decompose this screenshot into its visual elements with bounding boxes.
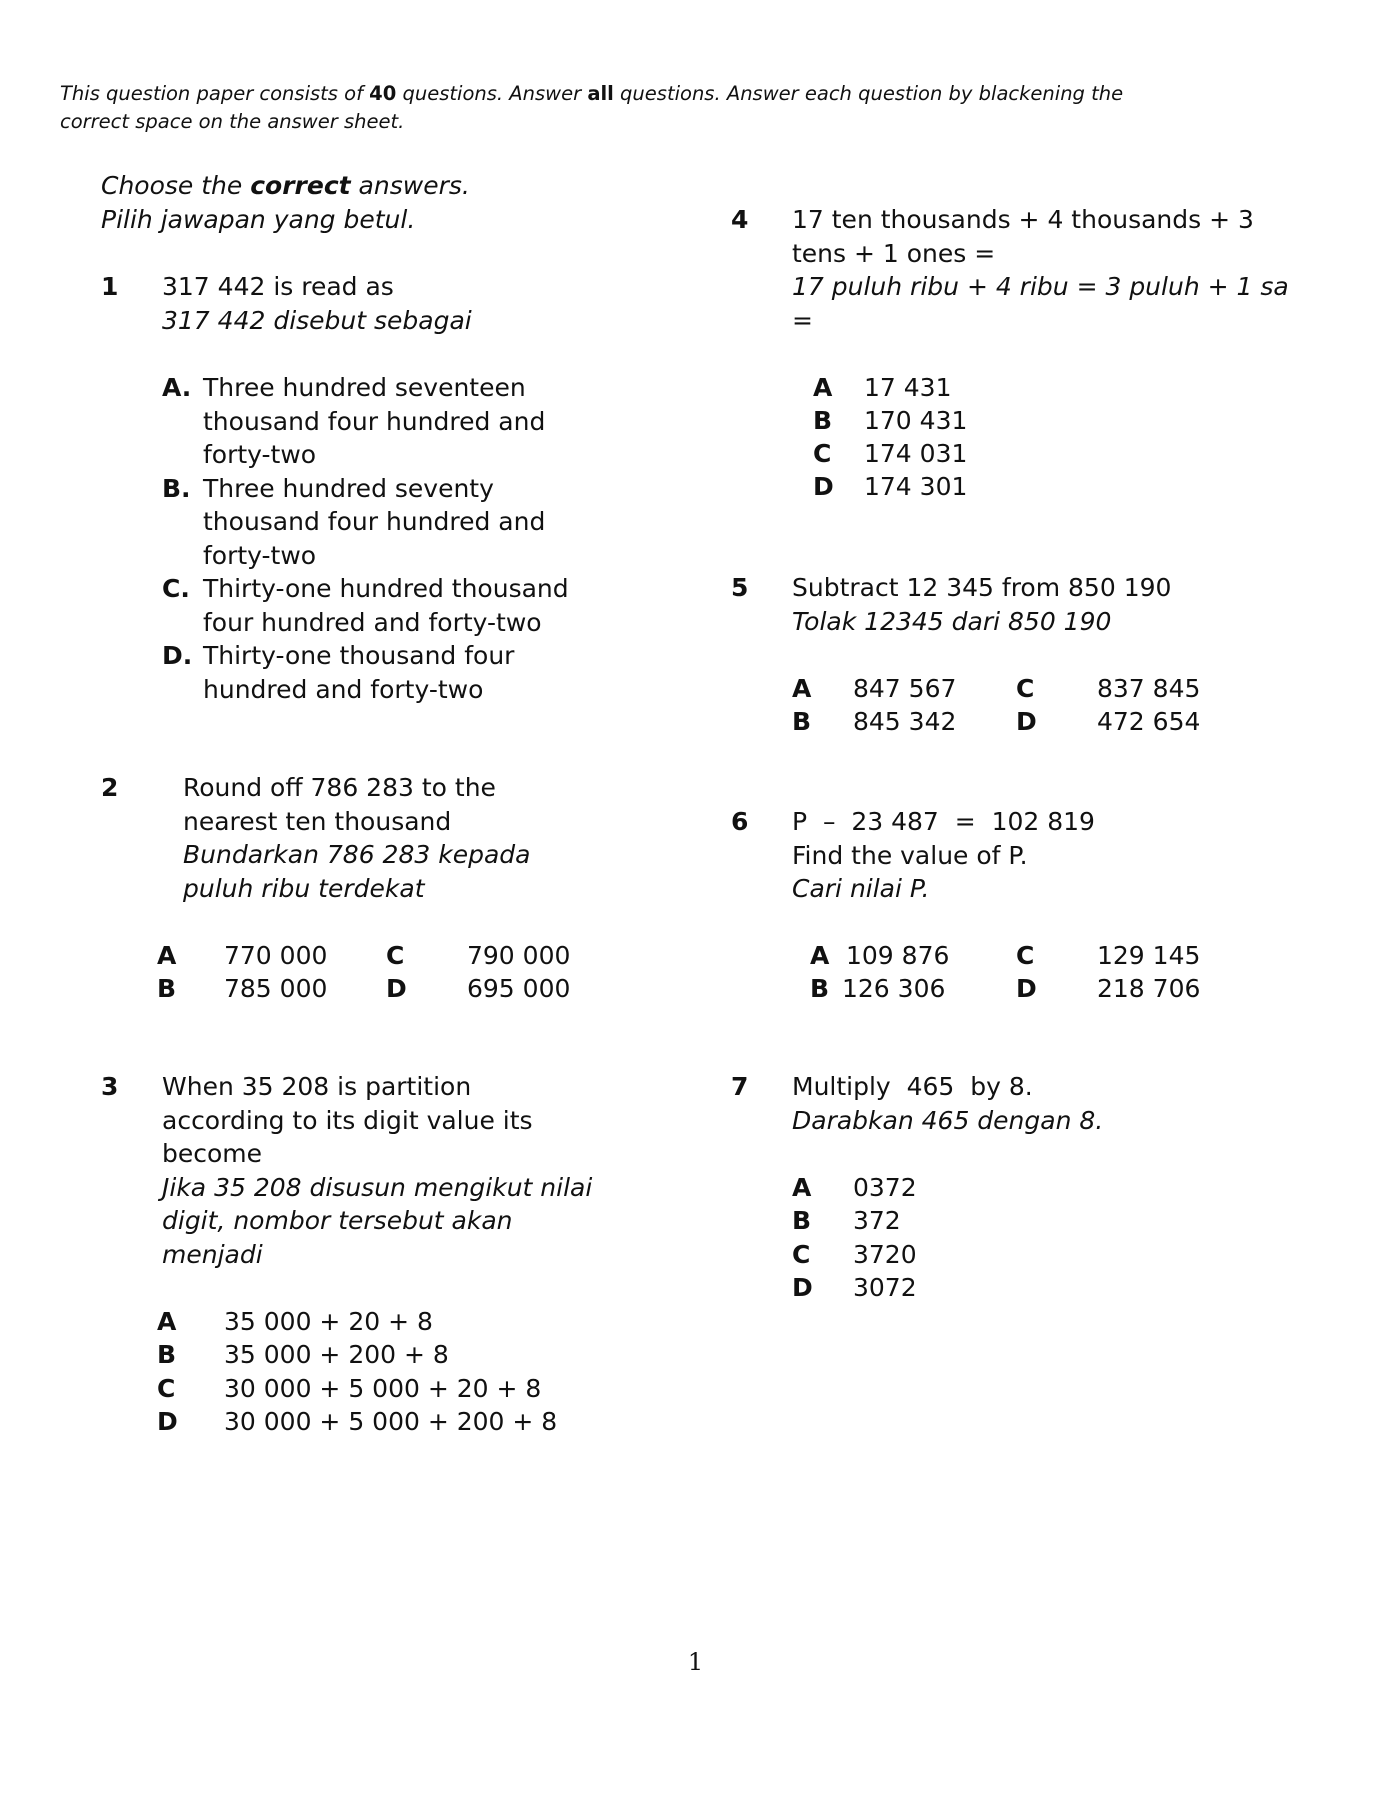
q1-option-d-letter: D. (162, 641, 193, 670)
q7-option-d-value: 3072 (853, 1273, 917, 1302)
choose-heading (101, 169, 470, 236)
q5-stem (792, 571, 1171, 638)
q7-option-a-value: 0372 (853, 1173, 917, 1202)
q2-option-b-value: 785 000 (224, 974, 328, 1003)
q3-option-a-letter[interactable]: A (157, 1307, 177, 1336)
q7-stem (792, 1070, 1103, 1137)
q4-option-b-value: 170 431 (864, 406, 968, 435)
q5-number: 5 (731, 573, 749, 602)
choose-malay: Pilih jawapan yang betul. (101, 204, 416, 234)
q1-option-a-line2: thousand four hundred and (203, 406, 546, 436)
q1-text: 317 442 is read as (162, 272, 394, 301)
q1-option-b-letter: B. (162, 473, 191, 503)
q4-option-c-value: 174 031 (864, 439, 968, 468)
q2-stem (183, 771, 530, 905)
q1-option-a-text (203, 371, 545, 472)
q3-malay-line3: menjadi (162, 1239, 263, 1269)
all-emphasis: all (587, 82, 614, 105)
q3-line1: When 35 208 is partition (162, 1072, 472, 1101)
q3-stem (162, 1070, 592, 1271)
q1-option-c-text (203, 572, 569, 639)
q4-number: 4 (731, 205, 749, 234)
q3-option-b-value: 35 000 + 200 + 8 (224, 1340, 449, 1369)
q6-option-b-value: 126 306 (842, 974, 946, 1003)
q4-option-d-letter[interactable]: D (813, 472, 834, 501)
instructions-part3: questions. Answer each question by blackening the (613, 82, 1124, 105)
q2-option-b-letter[interactable]: B (157, 974, 177, 1003)
q2-line1: Round off 786 283 to the (183, 773, 496, 802)
q4-line1: 17 ten thousands + 4 thousands + 3 (792, 205, 1254, 234)
q3-option-d-letter[interactable]: D (157, 1407, 178, 1436)
q7-text-malay: Darabkan 465 dengan 8. (792, 1105, 1104, 1135)
q7-text: Multiply 465 by 8. (792, 1072, 1033, 1101)
q1-option-c-line1: Thirty-one hundred thousand (203, 574, 569, 603)
q3-option-d-value: 30 000 + 5 000 + 200 + 8 (224, 1407, 558, 1436)
q2-option-d-value: 695 000 (467, 974, 571, 1003)
q3-option-c-letter[interactable]: C (157, 1374, 176, 1403)
q2-number: 2 (101, 773, 119, 802)
q1-option-b-text (203, 472, 545, 573)
q5-option-c-letter[interactable]: C (1016, 674, 1035, 703)
q4-option-d-value: 174 301 (864, 472, 968, 501)
q2-option-c-letter[interactable]: C (386, 941, 405, 970)
q4-stem (792, 203, 1289, 337)
q5-option-a-letter[interactable]: A (792, 674, 812, 703)
instructions-part2: questions. Answer (396, 82, 588, 105)
q6-option-a-value: 109 876 (846, 941, 950, 970)
q4-option-a-value: 17 431 (864, 373, 952, 402)
q4-option-c-letter[interactable]: C (813, 439, 832, 468)
q7-option-c-value: 3720 (853, 1240, 917, 1269)
q2-option-a-value: 770 000 (224, 941, 328, 970)
q6-option-c-letter[interactable]: C (1016, 941, 1035, 970)
q4-option-b-letter[interactable]: B (813, 406, 833, 435)
q5-option-c-value: 837 845 (1097, 674, 1201, 703)
q5-text-malay: Tolak 12345 dari 850 190 (792, 606, 1112, 636)
q6-text: Find the value of P. (792, 840, 1028, 870)
q5-option-a-value: 847 567 (853, 674, 957, 703)
q1-number: 1 (101, 272, 119, 301)
instructions (60, 80, 1260, 136)
q6-option-b-letter[interactable]: B (810, 974, 830, 1003)
q7-option-b-value: 372 (853, 1206, 901, 1235)
instructions-line2: correct space on the answer sheet. (60, 110, 405, 133)
instructions-part1: This question paper consists of (60, 82, 370, 105)
q6-option-c-value: 129 145 (1097, 941, 1201, 970)
q3-line3: become (162, 1139, 263, 1168)
q6-equation: P – 23 487 = 102 819 (792, 807, 1095, 836)
q6-text-malay: Cari nilai P. (792, 874, 930, 903)
q4-line2: tens + 1 ones = (792, 238, 996, 268)
q1-option-a[interactable] (162, 371, 632, 472)
q2-option-c-value: 790 000 (467, 941, 571, 970)
q7-option-c-letter[interactable]: C (792, 1240, 811, 1269)
q1-option-a-line3: forty-two (203, 440, 317, 469)
q1-option-c-letter: C. (162, 574, 190, 603)
q4-malay-line2: = (792, 305, 813, 335)
q3-option-c-value: 30 000 + 5 000 + 20 + 8 (224, 1374, 542, 1403)
q1-option-d-text (203, 639, 514, 706)
q4-malay-line1: 17 puluh ribu + 4 ribu = 3 puluh + 1 sa (792, 272, 1289, 301)
page-number: 1 (687, 1648, 704, 1676)
q1-option-b-line1: Three hundred seventy (203, 473, 494, 503)
q2-option-d-letter[interactable]: D (386, 974, 407, 1003)
q1-option-d[interactable] (162, 639, 632, 706)
q1-stem (162, 270, 472, 337)
q1-option-b-line2: thousand four hundred and (203, 507, 546, 536)
q3-option-a-value: 35 000 + 20 + 8 (224, 1307, 433, 1336)
q1-option-d-line2: hundred and forty-two (203, 674, 484, 704)
q5-option-d-value: 472 654 (1097, 707, 1201, 736)
q2-line2: nearest ten thousand (183, 806, 452, 836)
choose-post: answers. (350, 171, 470, 200)
choose-pre: Choose the (101, 171, 251, 200)
q6-option-d-letter[interactable]: D (1016, 974, 1037, 1003)
q1-options (162, 371, 632, 706)
q3-malay-line2: digit, nombor tersebut akan (162, 1206, 513, 1235)
q7-option-b-letter[interactable]: B (792, 1206, 812, 1235)
q1-option-a-letter: A. (162, 373, 192, 402)
q7-option-d-letter[interactable]: D (792, 1273, 813, 1302)
q7-number: 7 (731, 1072, 749, 1101)
q1-text-malay: 317 442 disebut sebagai (162, 305, 472, 335)
q5-option-b-value: 845 342 (853, 707, 957, 736)
q6-option-d-value: 218 706 (1097, 974, 1201, 1003)
q3-line2: according to its digit value its (162, 1105, 533, 1135)
q1-option-d-line1: Thirty-one thousand four (203, 641, 515, 670)
q3-malay-line1: Jika 35 208 disusun mengikut nilai (162, 1172, 593, 1202)
question-count: 40 (369, 82, 397, 105)
q1-option-b[interactable] (162, 472, 632, 573)
q2-malay-line2: puluh ribu terdekat (183, 873, 425, 903)
q5-option-d-letter[interactable]: D (1016, 707, 1037, 736)
q2-option-a-letter[interactable]: A (157, 941, 177, 970)
choose-bold: correct (250, 171, 351, 200)
q1-option-c-line2: four hundred and forty-two (203, 607, 542, 637)
q3-number: 3 (101, 1072, 119, 1101)
q7-option-a-letter[interactable]: A (792, 1173, 812, 1202)
q3-option-b-letter[interactable]: B (157, 1340, 177, 1369)
q6-number: 6 (731, 807, 749, 836)
q1-option-b-line3: forty-two (203, 540, 317, 570)
q5-option-b-letter[interactable]: B (792, 707, 812, 736)
q2-malay-line1: Bundarkan 786 283 kepada (183, 840, 531, 869)
q6-option-a-letter[interactable]: A (810, 941, 830, 970)
q1-option-a-line1: Three hundred seventeen (203, 373, 526, 402)
q6-stem (792, 805, 1095, 906)
q5-text: Subtract 12 345 from 850 190 (792, 573, 1172, 602)
q4-option-a-letter[interactable]: A (813, 373, 833, 402)
q1-option-c[interactable] (162, 572, 632, 639)
